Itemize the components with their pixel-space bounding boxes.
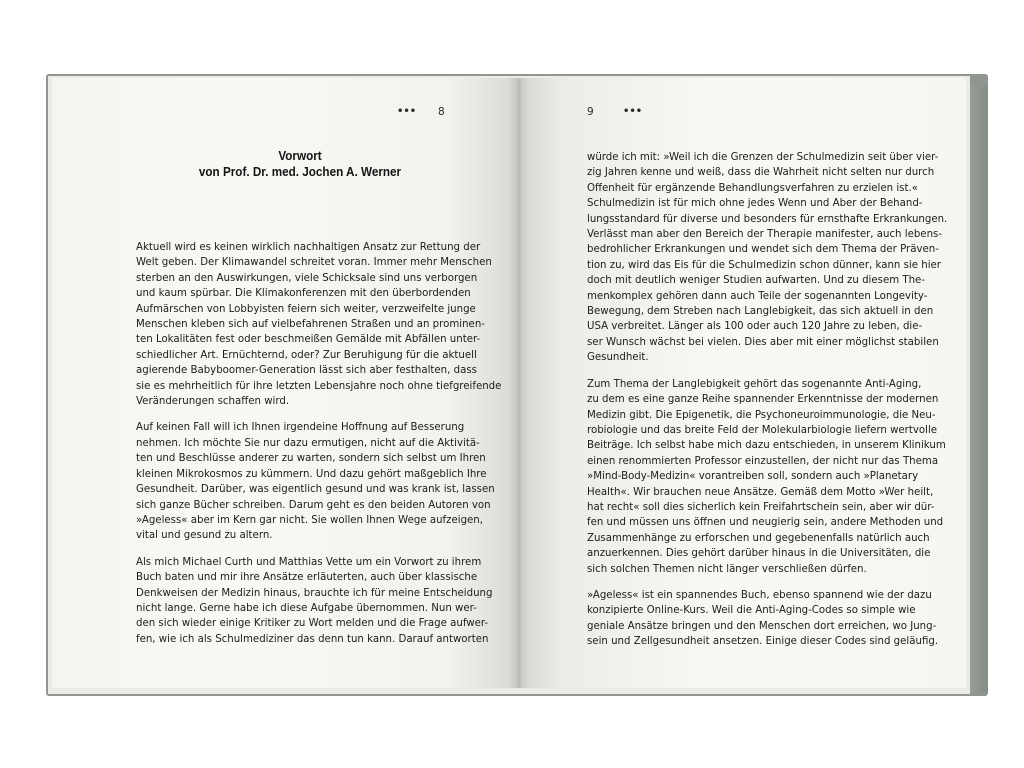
- text-line: Buch baten und mir ihre Ansätze erläuterten, auch über klassische: [136, 572, 478, 584]
- text-line: Offenheit für ergänzende Behandlungsverfahren zu erzielen ist.«: [587, 182, 918, 194]
- right-page-number: 9: [587, 106, 594, 118]
- paragraph: [136, 555, 493, 647]
- text-line: sein und Zellgesundheit ansetzen. Einige dieser Codes sind geläufig.: [587, 636, 939, 648]
- text-line: Gesundheit. Darüber, was eigentlich gesund und was krank ist, lassen: [136, 484, 495, 496]
- text-line: nicht lange. Gerne habe ich diese Aufgabe übernommen. Nun wer-: [136, 602, 477, 614]
- text-line: bedrohlicher Erkrankungen und wendet sich dem Thema der Präven-: [587, 244, 939, 256]
- text-line: Health«. Wir brauchen neue Ansätze. Gemäß dem Motto »Wer heilt,: [587, 486, 934, 498]
- paragraph: [136, 240, 502, 409]
- text-line: zig Jahren kenne und weiß, dass die Wahrheit nicht selten nur durch: [587, 167, 935, 179]
- text-line: schiedlicher Art. Ernüchternd, oder? Zur Beruhigung für die aktuell: [136, 349, 477, 361]
- text-line: einen renommierten Professor einzustellen, der nicht nur das Thema: [587, 455, 939, 467]
- text-line: den sich wieder einige Kritiker zu Wort melden und die Frage aufwer-: [136, 618, 489, 630]
- text-line: würde ich mit: »Weil ich die Grenzen der Schulmedizin seit über vier-: [587, 152, 939, 163]
- text-line: nehmen. Ich möchte Sie nur dazu ermutigen, nicht auf die Aktivitä-: [136, 437, 480, 449]
- text-line: Denkweisen der Medizin hinaus, brauchte ich für meine Entscheidung: [136, 587, 493, 599]
- text-line: robiologie und das breite Feld der Molekularbiologie liefern wertvolle: [587, 424, 938, 436]
- text-line: sterben an den Auswirkungen, viele Schicksale sind uns verborgen: [136, 272, 478, 284]
- text-line: Veränderungen schaffen wird.: [136, 396, 290, 408]
- text-line: Zum Thema der Langlebigkeit gehört das sogenannte Anti-Aging,: [587, 378, 922, 390]
- text-line: ser Wunsch wächst bei vielen. Dies aber mit einer möglichst stabilen: [587, 336, 939, 348]
- right-page-marker: •••: [623, 106, 643, 117]
- text-line: Gesundheit.: [587, 352, 649, 364]
- heading-author: von Prof. Dr. med. Jochen A. Werner: [198, 164, 402, 179]
- text-line: sich solchen Themen nicht länger verschließen dürfen.: [587, 563, 867, 575]
- text-line: fen, wie ich als Schulmediziner das denn tun kann. Darauf antworten: [136, 633, 489, 645]
- left-page-number: 8: [438, 106, 445, 118]
- text-line: »Mind-Body-Medizin« vorantreiben soll, sondern auch »Planetary: [587, 471, 919, 483]
- text-line: Verlässt man aber den Bereich der Therapie manifester, auch lebens-: [587, 229, 943, 241]
- text-line: Aktuell wird es keinen wirklich nachhaltigen Ansatz zur Rettung der: [136, 242, 481, 253]
- book-gutter: [508, 78, 530, 688]
- text-line: tion zu, wird das Eis für die Schulmedizin schon dünner, kann sie hier: [587, 259, 941, 271]
- text-line: zu dem es eine ganze Reihe spannender Erkenntnisse der modernen: [587, 394, 939, 406]
- text-line: menkomplex gehören dann auch Teile der sogenannten Longevity-: [587, 290, 928, 302]
- text-line: Bewegung, dem Streben nach Langlebigkeit, das sich aktuell in den: [587, 306, 934, 318]
- text-line: Medizin gibt. Die Epigenetik, die Psychoneuroimmunologie, die Neu-: [587, 409, 936, 421]
- text-line: Menschen kleben sich auf vielbefahrenen Straßen und an prominen-: [136, 319, 485, 331]
- text-line: anzuerkennen. Dies gehört darüber hinaus in die Universitäten, die: [587, 548, 931, 560]
- paragraph: [136, 420, 495, 543]
- text-line: und kaum spürbar. Die Klimakonferenzen mit den überbordenden: [136, 288, 471, 300]
- text-line: »Ageless« ist ein spannendes Buch, ebenso spannend wie der dazu: [587, 589, 932, 601]
- left-body-text: [136, 240, 502, 658]
- text-line: kleinen Mikrokosmos zu kümmern. Und dazu gehört maßgeblich Ihre: [136, 468, 487, 480]
- text-line: vital und gesund zu altern.: [136, 530, 273, 542]
- right-body-text: [587, 150, 948, 661]
- text-line: Auf keinen Fall will ich Ihnen irgendeine Hoffnung auf Besserung: [136, 422, 465, 434]
- chapter-heading: [152, 148, 447, 180]
- text-line: lungsstandard für diverse und besonders für ernsthafte Erkrankungen.: [587, 213, 948, 225]
- text-line: doch mit deutlich weniger Studien aufwarten. Und zu diesem The-: [587, 275, 926, 287]
- paragraph: [587, 588, 939, 650]
- left-page-marker: •••: [397, 106, 417, 117]
- text-line: »Ageless« aber im Kern gar nicht. Sie wollen Ihnen Wege aufzeigen,: [136, 514, 483, 526]
- text-line: Aufmärschen von Lobbyisten feiern sich weiter, verzweifelte junge: [136, 303, 476, 315]
- text-line: Beiträge. Ich selbst habe mich dazu entschieden, in unserem Klinikum: [587, 440, 946, 452]
- text-line: Als mich Michael Curth und Matthias Vette um ein Vorwort zu ihrem: [136, 556, 482, 568]
- text-line: Zusammenhänge zu erforschen und gegebenenfalls natürlich auch: [587, 532, 930, 544]
- paragraph: [587, 377, 946, 577]
- text-line: hat recht« soll dies sicherlich kein Freifahrtschein sein, aber wir dür-: [587, 501, 935, 513]
- text-line: ten und Beschlüsse anderer zu warten, sondern sich selbst um Ihren: [136, 453, 486, 465]
- text-line: agierende Babyboomer-Generation lässt sich aber festhalten, dass: [136, 365, 477, 377]
- text-line: geniale Ansätze bringen und den Menschen dort erreichen, wo Jung-: [587, 620, 937, 632]
- text-line: Welt geben. Der Klimawandel schreitet voran. Immer mehr Menschen: [136, 257, 492, 269]
- heading-title: Vorwort: [278, 148, 322, 163]
- text-line: USA verbreitet. Länger als 100 oder auch 120 Jahre zu leben, die-: [587, 321, 923, 333]
- text-line: sich ganze Bücher schreiben. Darum geht es den beiden Autoren von: [136, 499, 491, 511]
- text-line: fen und müssen uns öffnen und neugierig sein, andere Methoden und: [587, 517, 944, 529]
- paragraph: [587, 150, 948, 366]
- text-line: Schulmedizin ist für mich ohne jedes Wenn und Aber der Behand-: [587, 198, 923, 210]
- text-line: ten Lokalitäten fest oder beschmeißen Gemälde mit Abfällen unter-: [136, 334, 481, 346]
- text-line: konzipierte Online-Kurs. Weil die Anti-Aging-Codes so simple wie: [587, 605, 916, 617]
- text-line: sie es mehrheitlich für ihre letzten Lebensjahre noch ohne tiefgreifende: [136, 380, 502, 392]
